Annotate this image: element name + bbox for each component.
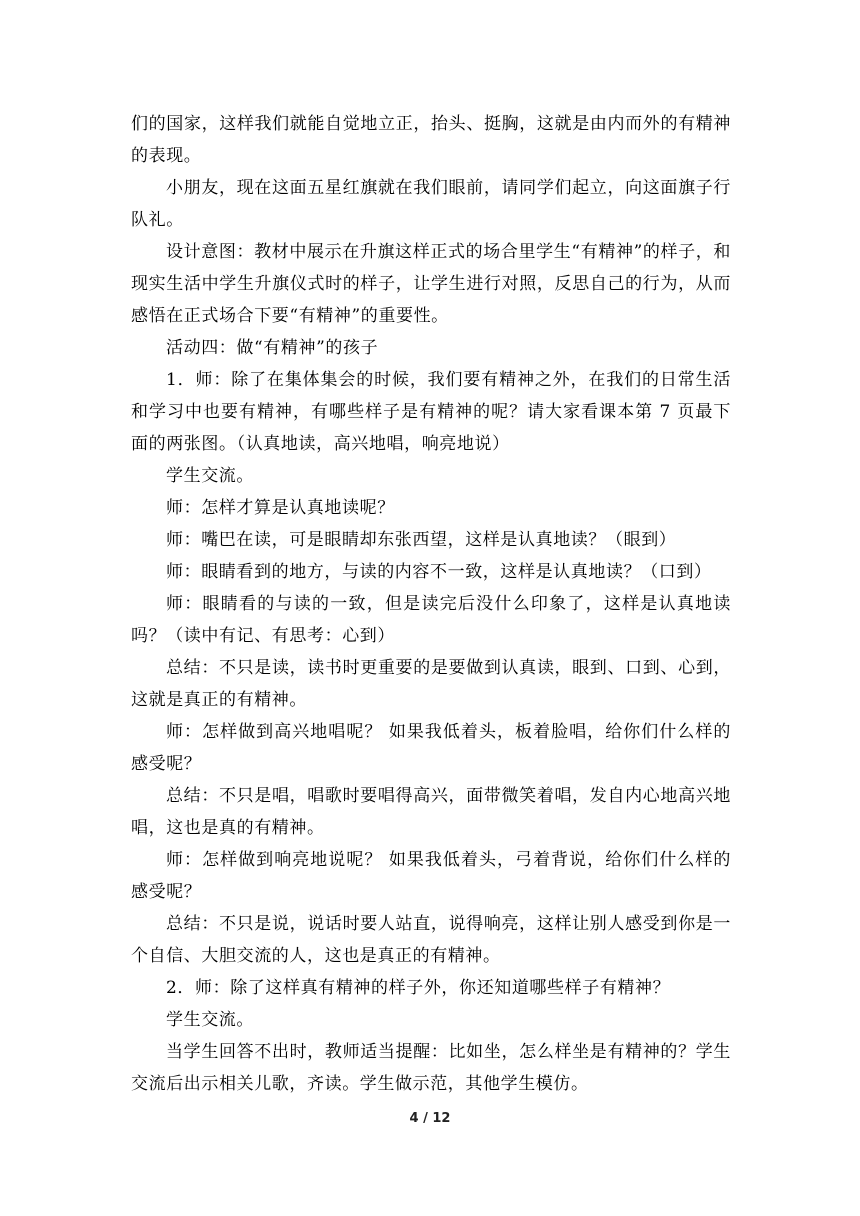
paragraph: 总结：不只是读，读书时更重要的是要做到认真读，眼到、口到、心到，这就是真正的有精神。 bbox=[131, 658, 731, 710]
paragraph: 设计意图：教材中展示在升旗这样正式的场合里学生“有精神”的样子，和现实生活中学生升旗仪式时的样子，让学生进行对照，反思自己的行为，从而感悟在正式场合下要“有精神”的重要性。 bbox=[131, 242, 731, 326]
paragraph: 师：嘴巴在读，可是眼睛却东张西望，这样是认真地读？（眼到） bbox=[166, 530, 677, 550]
paragraph: 学生交流。 bbox=[166, 466, 254, 486]
paragraph: 师：眼睛看的与读的一致，但是读完后没什么印象了，这样是认真地读吗？（读中有记、有思考：心到） bbox=[131, 594, 731, 646]
paragraph: 小朋友，现在这面五星红旗就在我们眼前，请同学们起立，向这面旗子行队礼。 bbox=[131, 178, 731, 230]
paragraph: 总结：不只是说，说话时要人站直，说得响亮，这样让别人感受到你是一个自信、大胆交流的人，这也是真正的有精神。 bbox=[131, 914, 731, 966]
section-heading: 活动四：做“有精神”的孩子 bbox=[166, 338, 379, 358]
paragraph: 师：怎样做到高兴地唱呢？ 如果我低着头，板着脸唱，给你们什么样的感受呢？ bbox=[131, 722, 731, 774]
paragraph: 师：眼睛看到的地方，与读的内容不一致，这样是认真地读？（口到） bbox=[166, 562, 712, 582]
paragraph: 总结：不只是唱，唱歌时要唱得高兴，面带微笑着唱，发自内心地高兴地唱，这也是真的有精神。 bbox=[131, 786, 731, 838]
paragraph: 师：怎样做到响亮地说呢？ 如果我低着头，弓着背说，给你们什么样的感受呢？ bbox=[131, 850, 731, 902]
paragraph: 1．师：除了在集体集会的时候，我们要有精神之外，在我们的日常生活和学习中也要有精神，有哪些样子是有精神的呢？请大家看课本第 7 页最下面的两张图。（认真地读，高兴地唱，响亮地说） bbox=[131, 370, 731, 454]
paragraph: 们的国家，这样我们就能自觉地立正，抬头、挺胸，这就是由内而外的有精神的表现。 bbox=[131, 114, 731, 166]
paragraph: 当学生回答不出时，教师适当提醒：比如坐，怎么样坐是有精神的？学生交流后出示相关儿歌，齐读。学生做示范，其他学生模仿。 bbox=[131, 1042, 731, 1094]
paragraph: 师：怎样才算是认真地读呢？ bbox=[166, 498, 395, 518]
page-number: 4 / 12 bbox=[409, 1111, 451, 1126]
paragraph: 2．师：除了这样真有精神的样子外，你还知道哪些样子有精神？ bbox=[166, 978, 671, 998]
paragraph: 学生交流。 bbox=[166, 1010, 254, 1030]
document-body bbox=[131, 108, 731, 1100]
